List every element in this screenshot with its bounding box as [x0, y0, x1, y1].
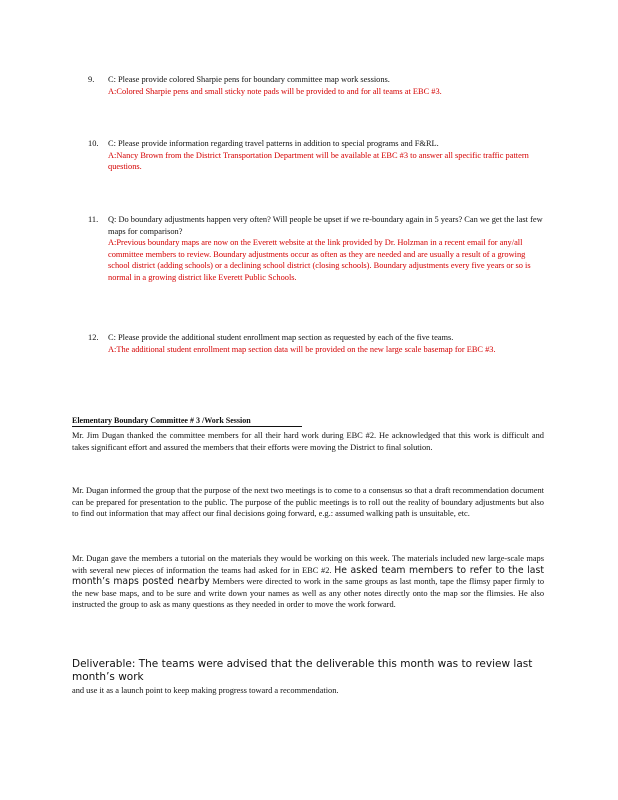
deliverable-paragraph	[72, 658, 552, 697]
list-item	[88, 332, 543, 355]
answer-text: A:Nancy Brown from the District Transportation Department will be available at EBC #3 to answer all specific traffic pattern questions.	[108, 150, 529, 171]
question-text: Q: Do boundary adjustments happen very often? Will people be upset if we re-boundary again in 5 years? Can we get the last few maps for comparison?	[108, 215, 543, 236]
comment-text: C: Please provide colored Sharpie pens for boundary committee map work sessions.	[108, 75, 390, 84]
instructions-text: Members were directed to work in the same groups as last month, tape the flimsy paper firmly to the new base maps, and to be sure and write down your names as well as any other notes directly onto the map sor the flimsies. He also instructed the group to ask as many questions as they needed in order to move the work forward.	[72, 577, 545, 609]
answer-text: A:Previous boundary maps are now on the Everett website at the link provided by Dr. Holzman in a recent email for any/all committee members to review. Boundary adjustments occur as often as they are needed and are usually a result of a growing school district (adding schools) or a declining school district (closing schools). Boundary adjustments every five years or so is normal in a growing district like Everett Public Schools.	[108, 238, 531, 282]
paragraph-purpose: Mr. Dugan informed the group that the purpose of the next two meetings is to come to a consensus so that a draft recommendation document can be prepared for presentation to the public. The purpose of the public meetings is to roll out the reality of boundary adjustments but also to find out information that may affect our final decisions going forward, e.g.: assumed walking path is unsuitable, etc.	[72, 486, 544, 518]
maps-reference-text: He asked team members to refer to the last month’s maps posted nearby	[72, 564, 544, 587]
answer-text: A:The additional student enrollment map section data will be provided on the new large scale basemap for EBC #3.	[108, 344, 496, 354]
paragraph-thanks: Mr. Jim Dugan thanked the committee members for all their hard work during EBC #2. He acknowledged that this work is difficult and takes significant effort and assured the members that their efforts were moving the District to final solution.	[72, 431, 544, 452]
section-heading: Elementary Boundary Committee # 3 /Work Session	[72, 416, 302, 427]
tutorial-text: Mr. Dugan gave the members a tutorial on the materials they would be working on this week. The materials included new large-scale maps with several new pieces of information the teams had asked for in EBC #2.	[72, 554, 544, 575]
list-item	[88, 74, 543, 97]
item-number: 11.	[88, 215, 99, 224]
list-item	[88, 138, 543, 173]
item-number: 9.	[88, 75, 95, 84]
answer-text: A:Colored Sharpie pens and small sticky note pads will be provided to and for all teams at EBC #3.	[108, 86, 442, 96]
comment-text: C: Please provide information regarding travel patterns in addition to special programs and F&RL.	[108, 139, 439, 148]
deliverable-rest: and use it as a launch point to keep making progress toward a recommendation.	[72, 686, 339, 695]
paragraph-tutorial	[72, 553, 544, 611]
list-item	[88, 214, 543, 283]
item-number: 10.	[88, 139, 99, 148]
comment-text: C: Please provide the additional student enrollment map section as requested by each of the five teams.	[108, 333, 454, 342]
item-number: 12.	[88, 333, 99, 342]
deliverable-lead: Deliverable: The teams were advised that the deliverable this month was to review last month’s work	[72, 658, 533, 683]
